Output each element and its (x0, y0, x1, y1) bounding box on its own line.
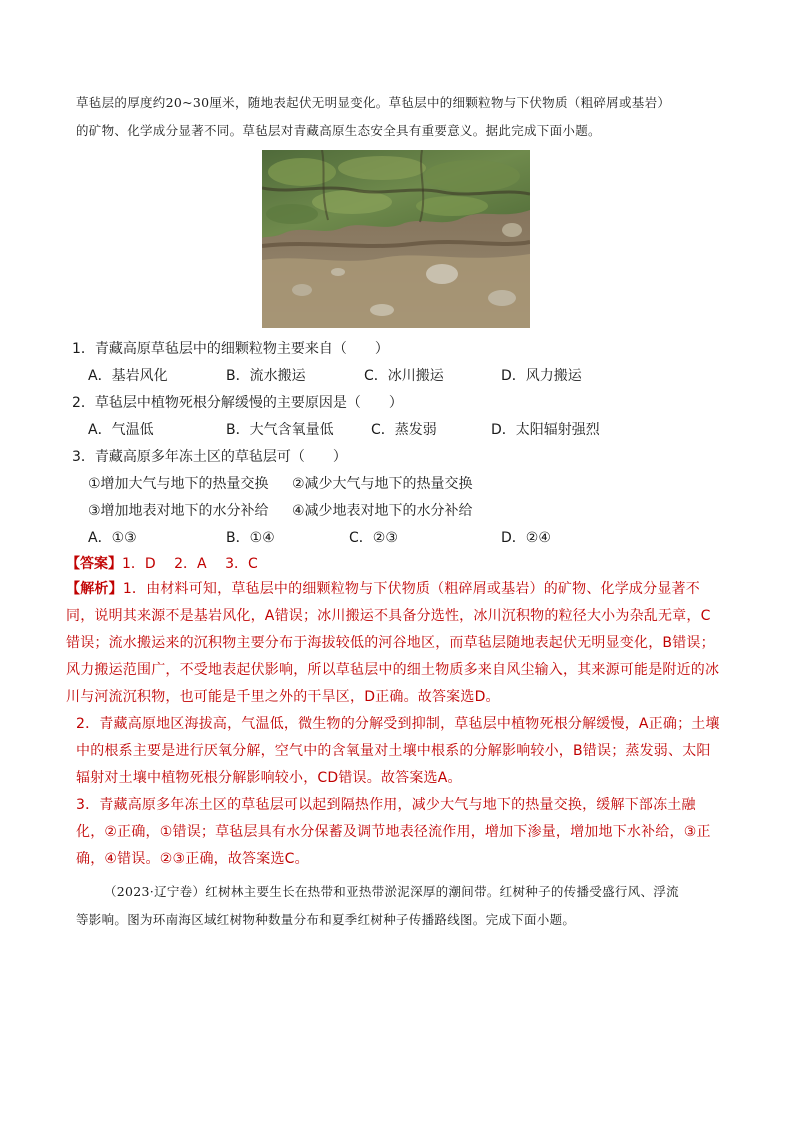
question-1-option-c: C．冰川搬运 (364, 368, 444, 384)
question-3-statement-2: ②减少大气与地下的热量交换 (292, 476, 473, 492)
question-1-option-a: A．基岩风化 (88, 368, 168, 384)
question-3-statement-1: ①增加大气与地下的热量交换 (88, 476, 269, 492)
question-3-option-c: C．②③ (349, 530, 398, 546)
intro-line-2: 的矿物、化学成分显著不同。草毡层对青藏高原生态安全具有重要意义。据此完成下面小题。 (76, 123, 601, 138)
question-3-statement-3: ③增加地表对地下的水分补给 (88, 503, 269, 519)
answer-line (66, 554, 258, 574)
analysis-label: 【解析】 (66, 581, 123, 597)
question-2-stem: 2．草毡层中植物死根分解缓慢的主要原因是（ ） (72, 395, 403, 411)
question-3-statement-4: ④减少地表对地下的水分补给 (292, 503, 473, 519)
question-3-option-d: D．②④ (501, 530, 551, 546)
intro-line-1: 草毡层的厚度约20~30厘米，随地表起伏无明显变化。草毡层中的细颗粒物与下伏物质（粗碎屑或基岩） (76, 95, 671, 110)
answer-text: 1．D 2．A 3．C (122, 556, 258, 572)
answer-label: 【答案】 (66, 556, 122, 572)
analysis-paragraph-1: 【解析】1．由材料可知，草毡层中的细颗粒物与下伏物质（粗碎屑或基岩）的矿物、化学成分显著不同，说明其来源不是基岩风化，A错误；冰川搬运不具备分选性，冰川沉积物的粒径大小为杂乱无章，C错误；流水搬运来的沉积物主要分布于海拔较低的河谷地区，而草毡层随地表起伏无明显变化，B错误；风力搬运范围广，不受地表起伏影响，所以草毡层中的细土物质多来自风尘输入，其来源可能是附近的冰川与河流沉积物，也可能是千里之外的干旱区，D正确。故答案选D。 (66, 581, 720, 705)
next-material-paragraph (76, 878, 736, 934)
question-3-option-b: B．①④ (226, 530, 275, 546)
question-2-option-a: A．气温低 (88, 422, 154, 438)
analysis-paragraph-2: 2．青藏高原地区海拔高，气温低，微生物的分解受到抑制，草毡层中植物死根分解缓慢，A正确；土壤中的根系主要是进行厌氧分解，空气中的含氧量对土壤中根系的分解影响较小，B错误；蒸发弱、太阳辐射对土壤中植物死根分解影响较小，CD错误。故答案选A。 (76, 716, 720, 786)
question-1-stem: 1．青藏高原草毡层中的细颗粒物主要来自（ ） (72, 341, 389, 357)
question-3-stem: 3．青藏高原多年冻土区的草毡层可（ ） (72, 449, 347, 465)
question-2-option-b: B．大气含氧量低 (226, 422, 334, 438)
analysis-paragraph-3: 3．青藏高原多年冻土区的草毡层可以起到隔热作用，减少大气与地下的热量交换，缓解下部冻土融化，②正确，①错误；草毡层具有水分保蓄及调节地表径流作用，增加下渗量，增加地下水补给，③正确，④错误。②③正确，故答案选C。 (76, 797, 711, 867)
analysis-section (66, 576, 722, 873)
question-1-option-b: B．流水搬运 (226, 368, 306, 384)
next-material-line-2: 等影响。图为环南海区域红树物种数量分布和夏季红树种子传播路线图。完成下面小题。 (76, 912, 576, 927)
grass-felt-layer-photo (262, 150, 530, 328)
question-3-option-a: A．①③ (88, 530, 137, 546)
intro-paragraph (76, 89, 736, 145)
question-1-option-d: D．风力搬运 (501, 368, 582, 384)
question-2-option-c: C．蒸发弱 (371, 422, 437, 438)
next-material-line-1: （2023·辽宁卷）红树林主要生长在热带和亚热带淤泥深厚的潮间带。红树种子的传播受盛行风、浮流 (104, 884, 679, 899)
question-2-option-d: D．太阳辐射强烈 (491, 422, 600, 438)
